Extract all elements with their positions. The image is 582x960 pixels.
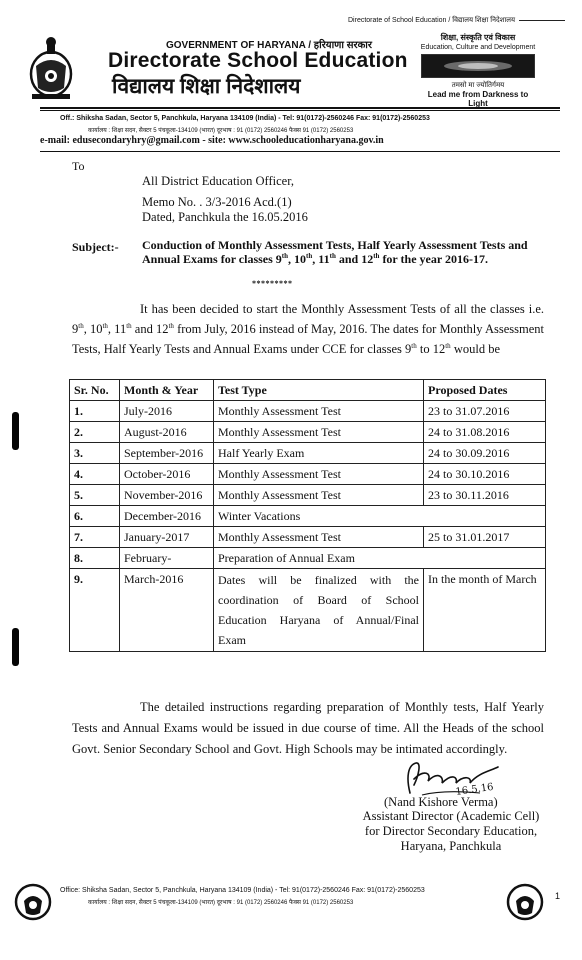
- month-cell: October-2016: [120, 464, 214, 485]
- test-type-cell: Dates will be finalized with the coordination of Board of School Education Haryana of Annual/Final Exam: [214, 569, 424, 652]
- month-cell: February-: [120, 548, 214, 569]
- sr-no-cell: 5.: [70, 485, 120, 506]
- signatory-designation: [346, 809, 556, 854]
- test-type-cell: Winter Vacations: [214, 506, 546, 527]
- page-number: 1: [555, 891, 561, 901]
- table-row: [70, 506, 546, 527]
- test-type-cell: Monthly Assessment Test: [214, 485, 424, 506]
- column-header: Test Type: [214, 380, 424, 401]
- month-cell: January-2017: [120, 527, 214, 548]
- test-type-cell: Half Yearly Exam: [214, 443, 424, 464]
- motto-block: [418, 32, 538, 108]
- sr-no-cell: 2.: [70, 422, 120, 443]
- table-row: [70, 443, 546, 464]
- hindi-tagline: शिक्षा, संस्कृति एवं विकास: [440, 33, 516, 42]
- table-row: [70, 422, 546, 443]
- month-cell: August-2016: [120, 422, 214, 443]
- addressee: All District Education Officer,: [142, 174, 295, 188]
- sr-no-cell: 1.: [70, 401, 120, 422]
- proposed-dates-cell: 25 to 31.01.2017: [424, 527, 546, 548]
- exam-schedule-table: [69, 379, 546, 652]
- to-label: To: [72, 159, 85, 173]
- punch-hole-mark: [12, 412, 19, 450]
- email-site-line: e-mail: edusecondaryhry@gmail.com - site: www.schooleducationharyana.gov.in: [40, 135, 384, 146]
- signatory-name: (Nand Kishore Verma): [384, 795, 498, 809]
- proposed-dates-cell: 23 to 31.07.2016: [424, 401, 546, 422]
- sr-no-cell: 6.: [70, 506, 120, 527]
- table-row: [70, 548, 546, 569]
- test-type-cell: Monthly Assessment Test: [214, 527, 424, 548]
- sr-no-cell: 4.: [70, 464, 120, 485]
- test-type-cell: Monthly Assessment Test: [214, 464, 424, 485]
- separator-stars: *********: [252, 279, 293, 288]
- punch-hole-mark: [12, 628, 19, 666]
- column-header: Sr. No.: [70, 380, 120, 401]
- header-divider: [40, 110, 560, 111]
- table-row: [70, 569, 546, 652]
- letter-date: Dated, Panchkula the 16.05.2016: [142, 210, 308, 224]
- lamp-icon: [422, 55, 534, 77]
- english-tagline: Education, Culture and Development: [420, 44, 536, 51]
- header-divider: [40, 151, 560, 152]
- signature-date: 16.5.16: [454, 781, 495, 798]
- closing-paragraph: The detailed instructions regarding preparation of Monthly tests, Half Yearly Tests and Annual Exams would be issued in due course of time. All the Heads of the school Govt. Senior Secondary School and Govt. High Schools may be intimated accordingly.: [72, 700, 544, 756]
- sr-no-cell: 3.: [70, 443, 120, 464]
- month-cell: November-2016: [120, 485, 214, 506]
- haryana-emblem-icon: [24, 36, 78, 102]
- memo-number: Memo No. . 3/3-2016 Acd.(1): [142, 195, 292, 209]
- government-line: GOVERNMENT OF HARYANA / हरियाणा सरकार: [166, 40, 372, 51]
- footer-lamp-icon: [506, 883, 544, 921]
- column-header: Month & Year: [120, 380, 214, 401]
- table-row: [70, 401, 546, 422]
- table-row: [70, 527, 546, 548]
- proposed-dates-cell: In the month of March: [424, 569, 546, 652]
- lamp-logo: [421, 54, 535, 78]
- table-row: [70, 485, 546, 506]
- english-motto: Lead me from Darkness to Light: [427, 90, 529, 108]
- test-type-cell: Monthly Assessment Test: [214, 401, 424, 422]
- page-title-hindi: विद्यालय शिक्षा निदेशालय: [112, 75, 301, 98]
- table-header-row: [70, 380, 546, 401]
- proposed-dates-cell: 23 to 30.11.2016: [424, 485, 546, 506]
- subject-label: Subject:-: [72, 240, 119, 254]
- handwritten-signature: [398, 755, 506, 799]
- intro-paragraph: It has been decided to start the Monthly Assessment Tests of all the classes i.e. 9th, 10th, 11th and 12th from July, 2016 instead of May, 2016. The dates for Monthly Assessment Tests, Half Yearly Tests and Annual Exams under CCE for classes 9th to 12th would be: [72, 302, 544, 356]
- hindi-motto: तमसो मा ज्योतिर्गमय: [451, 82, 505, 89]
- test-type-cell: Monthly Assessment Test: [214, 422, 424, 443]
- designation-line: Assistant Director (Academic Cell): [362, 809, 540, 823]
- proposed-dates-cell: 24 to 30.09.2016: [424, 443, 546, 464]
- top-right-tag: Directorate of School Education / विद्यालय शिक्षा निदेशालय: [348, 16, 565, 25]
- month-cell: December-2016: [120, 506, 214, 527]
- designation-line: Haryana, Panchkula: [400, 839, 502, 853]
- proposed-dates-cell: 24 to 31.08.2016: [424, 422, 546, 443]
- footer-office-address: Office: Shiksha Sadan, Sector 5, Panchkula, Haryana 134109 (India) - Tel: 91(0172)-2560246 Fax: 91(0172)-2560253: [60, 887, 425, 894]
- designation-line: for Director Secondary Education,: [364, 824, 538, 838]
- sr-no-cell: 9.: [70, 569, 120, 652]
- subject-text: Conduction of Monthly Assessment Tests, Half Yearly Assessment Tests and Annual Exams for classes 9th, 10th, 11th and 12th for the year 2016-17.: [142, 238, 528, 266]
- page-title: Directorate School Education: [108, 49, 408, 72]
- office-address-hindi: कार्यालय : शिक्षा सदन, सैक्टर 5 पंचकूला-134109 (भारत) दूरभाष : 91 (0172) 2560246 फैक्स 91 (0172) 2560253: [88, 128, 354, 134]
- table-row: [70, 464, 546, 485]
- footer-emblem-icon: [14, 883, 52, 921]
- month-cell: March-2016: [120, 569, 214, 652]
- column-header: Proposed Dates: [424, 380, 546, 401]
- sr-no-cell: 8.: [70, 548, 120, 569]
- office-address: Off.: Shiksha Sadan, Sector 5, Panchkula, Haryana 134109 (India) - Tel: 91(0172)-2560246 Fax: 91(0172)-2560253: [60, 115, 430, 122]
- footer-office-address-hindi: कार्यालय : शिक्षा सदन, सैक्टर 5 पंचकूला-134109 (भारत) दूरभाष : 91 (0172) 2560246 फैक्स 91 (0172) 2560253: [88, 900, 354, 906]
- sr-no-cell: 7.: [70, 527, 120, 548]
- month-cell: July-2016: [120, 401, 214, 422]
- test-type-cell: Preparation of Annual Exam: [214, 548, 546, 569]
- header-divider: [40, 107, 560, 109]
- proposed-dates-cell: 24 to 30.10.2016: [424, 464, 546, 485]
- month-cell: September-2016: [120, 443, 214, 464]
